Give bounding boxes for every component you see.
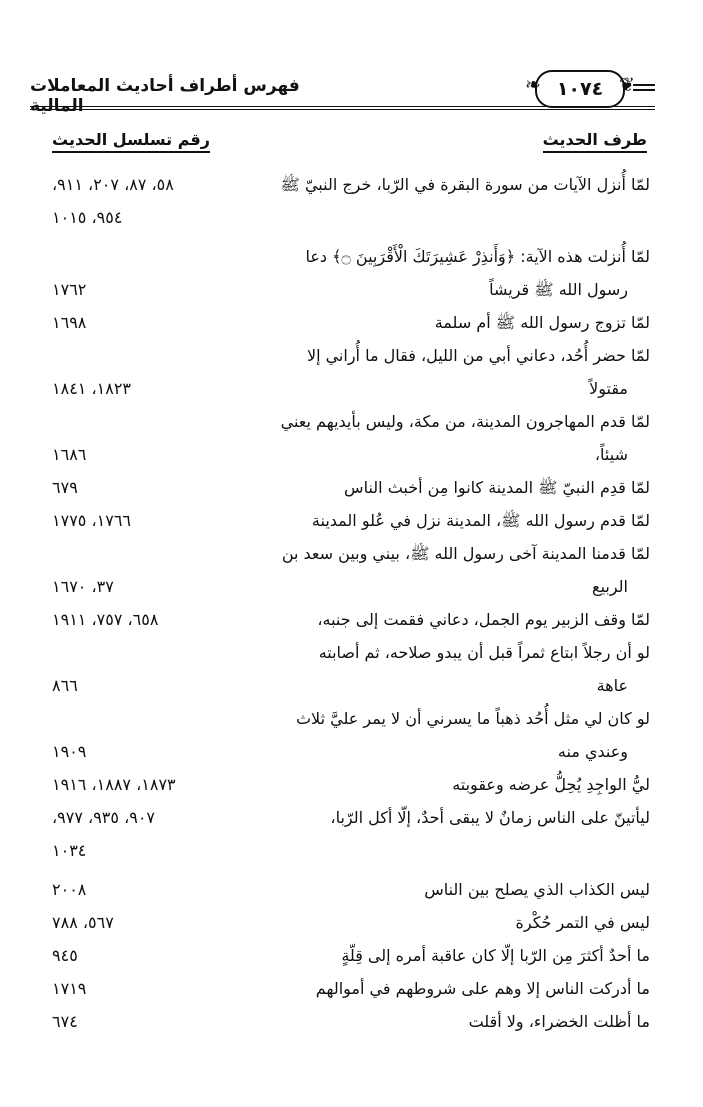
entry-numbers: ١٧١٩ [52,979,87,998]
entry-text-line: لمّا قدِم النبيّ ﷺ المدينة كانوا مِن أخبث الناس [344,478,650,497]
column-heading-number: رقم تسلسل الحديث [52,130,210,153]
entry-numbers: ١٦٩٨ [52,313,87,332]
entry-text-line [645,208,650,227]
entry-numbers: ٣٧، ١٦٧٠ [52,577,114,596]
entry-text [52,537,650,603]
entry-numbers: ١٧٦٦، ١٧٧٥ [52,511,131,530]
column-headings [52,130,647,160]
entry-text-line: لمّا قدم المهاجرون المدينة، من مكة، وليس بأيديهم يعني [280,412,650,431]
laurel-left-icon: ❧ [525,74,541,96]
index-entry [52,873,650,906]
entry-text-line: ما أدركت الناس إلا وهم على شروطهم في أموالهم [315,979,650,998]
header-rule [30,106,655,110]
hadith-index-list [52,168,650,1038]
entry-numbers: ٩٥٤، ١٠١٥ [52,208,123,227]
entry-text [52,405,650,471]
page-header [30,70,655,116]
entry-text [52,702,650,768]
entry-text [52,636,650,702]
entry-text [52,939,650,972]
entry-text [52,471,650,504]
index-entry [52,537,650,603]
entry-text-line: لمّا قدم رسول الله ﷺ، المدينة نزل في عُلو المدينة [311,511,650,530]
entry-text [52,504,650,537]
laurel-right-icon: ❦ [619,74,635,96]
entry-text-line: لمّا أُنزل الآيات من سورة البقرة في الرّبا، خرج النبيّ ﷺ [280,175,650,194]
entry-numbers: ٨٦٦ [52,676,78,695]
entry-text [52,306,650,339]
entry-text-line: ليُّ الواجِدِ يُحِلُّ عرضه وعقوبته [452,775,650,794]
index-entry [52,768,650,801]
index-entry [52,168,650,201]
entry-text [52,873,650,906]
entry-numbers: ٦٥٨، ٧٥٧، ١٩١١ [52,610,159,629]
entry-text-continuation: عاهة [596,676,628,695]
entry-text-line: ما أحدٌ أكثرَ مِن الرّبا إلّا كان عاقبة أمره إلى قِلّةٍ [341,946,650,965]
entry-numbers: ٢٠٠٨ [52,880,87,899]
entry-text-continuation: رسول الله ﷺ قريشاً [489,280,628,299]
index-entry [52,603,650,636]
header-dash [633,84,655,91]
page-number: ١٠٧٤ [556,78,604,100]
page-title: فهرس أطراف أحاديث المعاملات المالية [30,76,300,116]
entry-numbers: ١٨٢٣، ١٨٤١ [52,379,131,398]
entry-numbers: ١٨٧٣، ١٨٨٧، ١٩١٦ [52,775,176,794]
entry-text-line: ليس الكذاب الذي يصلح بين الناس [424,880,650,899]
entry-numbers: ٥٨، ٨٧، ٢٠٧، ٩١١، [52,175,174,194]
entry-text-line: لمّا قدمنا المدينة آخى رسول الله ﷺ، بيني وبين سعد بن [281,544,650,563]
entry-text-continuation: شيئاً، [594,445,628,464]
entry-text-line: ليأتينّ على الناس زمانٌ لا يبقى أحدٌ، إلّا أكل الرّبا، [330,808,650,827]
entry-text-line: لو أن رجلاً ابتاع ثمراً قبل أن يبدو صلاحه، ثم أصابته [318,643,650,662]
entry-numbers: ١٠٣٤ [52,841,87,860]
entry-numbers: ١٧٦٢ [52,280,87,299]
index-entry [52,405,650,471]
index-entry [52,906,650,939]
index-entry [52,471,650,504]
entry-text [52,240,650,306]
entry-text-continuation: الربيع [592,577,628,596]
index-entry [52,504,650,537]
index-entry [52,339,650,405]
entry-numbers: ٦٧٤ [52,1012,78,1031]
entry-text-line: لمّا أُنزلت هذه الآية: ﴿وَأَنذِرْ عَشِيرَتَكَ الْأَقْرَبِينَ ۝﴾ دعا [305,247,650,266]
entry-text-line [645,841,650,860]
entry-text-line: ما أظلت الخضراء، ولا أقلت [468,1012,650,1031]
index-entry [52,834,650,867]
entry-text-line: لو كان لي مثل أُحُد ذهباً ما يسرني أن لا يمر عليَّ ثلاث [295,709,650,728]
index-entry [52,972,650,1005]
index-entry [52,240,650,306]
entry-text [52,834,650,867]
column-heading-hadith: طرف الحديث [543,130,647,153]
index-entry [52,1005,650,1038]
entry-text [52,339,650,405]
entry-text [52,972,650,1005]
index-entry [52,306,650,339]
entry-text-line: لمّا وقف الزبير يوم الجمل، دعاني فقمت إلى جنبه، [317,610,650,629]
index-entry [52,636,650,702]
entry-numbers: ٥٦٧، ٧٨٨ [52,913,114,932]
entry-text [52,906,650,939]
entry-text-continuation: وعندي منه [557,742,628,761]
index-entry [52,939,650,972]
entry-numbers: ١٩٠٩ [52,742,87,761]
entry-numbers: ٩٠٧، ٩٣٥، ٩٧٧، [52,808,156,827]
entry-text-line: ليس في التمر حُكْرة [515,913,650,932]
entry-numbers: ٦٧٩ [52,478,78,497]
entry-text [52,201,650,234]
entry-text-line: لمّا حضر أُحُد، دعاني أبي من الليل، فقال ما أُراني إلا [306,346,650,365]
entry-numbers: ٩٤٥ [52,946,78,965]
entry-text-continuation: مقتولاً [589,379,628,398]
index-entry [52,201,650,234]
index-entry [52,801,650,834]
entry-text [52,1005,650,1038]
page-number-badge [525,70,635,108]
entry-numbers: ١٦٨٦ [52,445,87,464]
index-entry [52,702,650,768]
entry-text-line: لمّا تزوج رسول الله ﷺ أم سلمة [434,313,650,332]
